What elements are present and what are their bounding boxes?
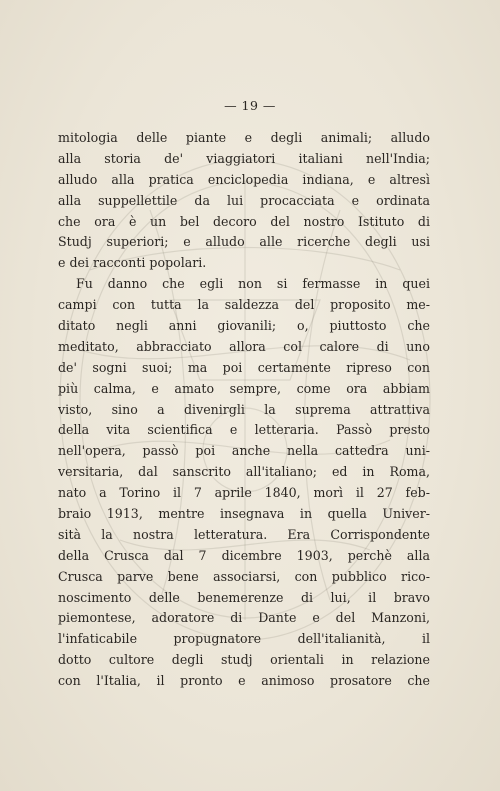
text-line: Crusca parve bene associarsi, con pubblico rico-: [58, 568, 430, 584]
text-line: meditato, abbracciato allora col calore di uno: [58, 338, 430, 354]
text-line: dotto cultore degli studj orientali in relazione: [58, 652, 430, 668]
text-line: nell'opera, passò poi anche nella cattedra uni-: [58, 443, 430, 459]
text-line: con l'Italia, il pronto e animoso prosatore che: [58, 673, 430, 689]
text-line: noscimento delle benemerenze di lui, il bravo: [58, 589, 430, 605]
text-line: piemontese, adoratore di Dante e del Manzoni,: [58, 610, 430, 626]
text-line: che ora è un bel decoro del nostro Istituto di: [58, 213, 430, 229]
text-line: campi con tutta la saldezza del proposito me-: [58, 297, 430, 313]
text-line: più calma, e amato sempre, come ora abbiam: [58, 380, 430, 396]
text-line: mitologia delle piante e degli animali; alludo: [58, 130, 430, 145]
page-number: — 19 —: [224, 98, 276, 113]
text-line: alla suppellettile da lui procacciata e ordinata: [58, 192, 430, 208]
text-line: l'infaticabile propugnatore dell'italianità, il: [58, 631, 430, 647]
text-line: alla storia de' viaggiatori italiani nell'India;: [58, 150, 430, 166]
text-line: de' sogni suoi; ma poi certamente ripreso con: [58, 359, 430, 375]
text-line: Fu danno che egli non si fermasse in quei: [76, 276, 430, 292]
text-line: della Crusca dal 7 dicembre 1903, perchè alla: [58, 547, 430, 563]
text-line: alludo alla pratica enciclopedia indiana, e altresì: [58, 171, 430, 187]
text-line: versitaria, dal sanscrito all'italiano; ed in Roma,: [58, 464, 430, 480]
text-line: visto, sino a divenirgli la suprema attrattiva: [58, 401, 430, 417]
text-line: sità la nostra letteratura. Era Corrispondente: [58, 526, 430, 542]
body-text: [58, 128, 430, 692]
text-line: ditato negli anni giovanili; o, piuttosto che: [58, 318, 430, 334]
text-line: della vita scientifica e letteraria. Passò presto: [58, 422, 430, 438]
text-line: braio 1913, mentre insegnava in quella Univer-: [58, 506, 430, 522]
text-line: e dei racconti popolari.: [58, 255, 207, 271]
text-line: Studj superiori; e alludo alle ricerche degli usi: [58, 234, 430, 250]
text-line: nato a Torino il 7 aprile 1840, morì il 27 feb-: [58, 485, 430, 501]
